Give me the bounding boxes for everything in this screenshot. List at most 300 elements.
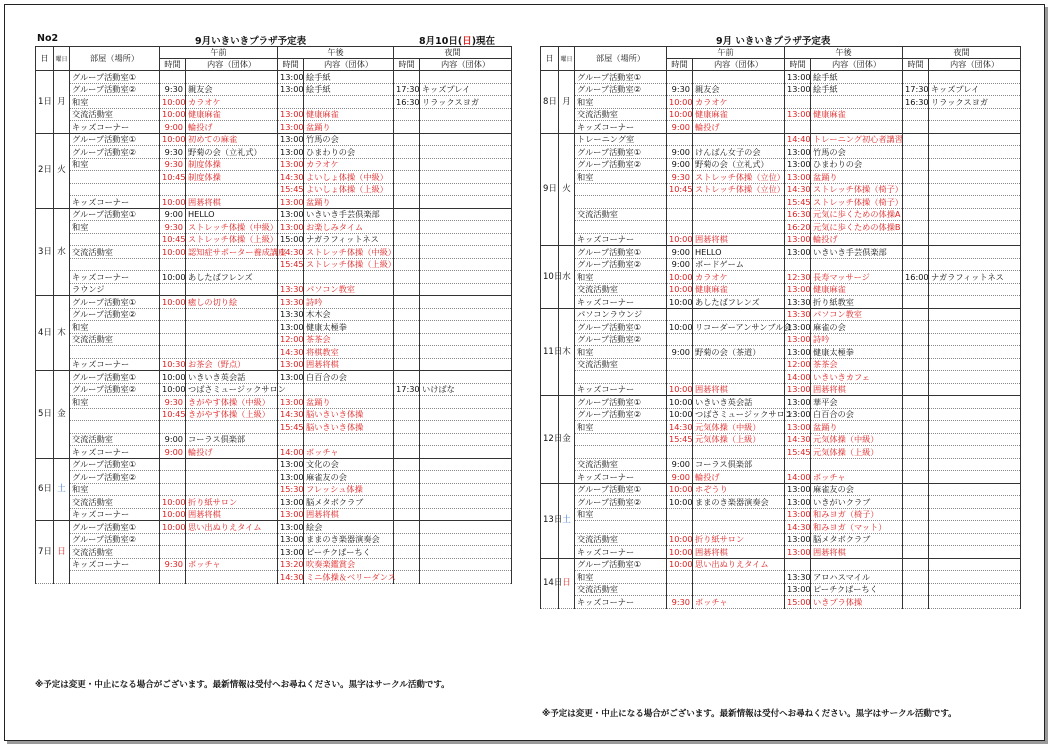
night-time-cell xyxy=(903,558,929,571)
pm-time-cell xyxy=(785,558,811,571)
am-content-cell: 健康麻雀 xyxy=(186,108,278,121)
weekday-cell: 木 xyxy=(559,308,575,396)
right-header xyxy=(540,32,1020,46)
night-time-cell: 16:30 xyxy=(394,96,420,109)
am-content-cell: つばさミュージックサロン xyxy=(186,383,278,396)
pm-content-cell xyxy=(304,96,394,109)
table-row xyxy=(36,108,512,121)
room-cell: グループ活動室① xyxy=(575,71,667,84)
am-content-cell: きがやす体操（中級） xyxy=(186,396,278,409)
header-am: 午前 xyxy=(667,47,785,59)
night-content-cell xyxy=(929,121,1021,134)
table-row xyxy=(541,383,1021,396)
weekday-cell: 金 xyxy=(54,371,70,459)
am-time-cell: 9:30 xyxy=(160,558,186,571)
pm-time-cell: 13:00 xyxy=(785,508,811,521)
night-time-cell xyxy=(903,421,929,434)
am-time-cell xyxy=(667,571,693,584)
am-content-cell: ボードゲーム xyxy=(693,258,785,271)
pm-content-cell: 絵手紙 xyxy=(811,71,903,84)
pm-content-cell xyxy=(304,383,394,396)
am-content-cell xyxy=(693,571,785,584)
night-content-cell xyxy=(420,408,512,421)
night-content-cell xyxy=(929,308,1021,321)
am-time-cell xyxy=(160,283,186,296)
pm-time-cell: 13:00 xyxy=(785,421,811,434)
table-row xyxy=(36,421,512,434)
pm-time-cell: 13:30 xyxy=(278,308,304,321)
am-time-cell xyxy=(667,358,693,371)
pm-content-cell: お楽しみタイム xyxy=(304,221,394,234)
night-time-cell xyxy=(394,108,420,121)
am-content-cell xyxy=(186,321,278,334)
am-content-cell xyxy=(186,308,278,321)
night-time-cell xyxy=(903,596,929,609)
pm-time-cell: 13:00 xyxy=(785,158,811,171)
night-content-cell xyxy=(420,333,512,346)
room-cell: 交流活動室 xyxy=(70,333,160,346)
pm-content-cell: 囲碁将棋 xyxy=(304,358,394,371)
night-time-cell xyxy=(903,396,929,409)
room-cell: キッズコーナー xyxy=(70,508,160,521)
pm-content-cell: 麻雀の会 xyxy=(811,321,903,334)
header-content: 内容（団体） xyxy=(693,59,785,71)
pm-content-cell: 元気体操（中級） xyxy=(811,433,903,446)
pm-content-cell xyxy=(304,271,394,284)
am-content-cell: 初めての麻雀 xyxy=(186,133,278,146)
night-time-cell xyxy=(903,121,929,134)
table-row xyxy=(541,421,1021,434)
night-content-cell xyxy=(420,271,512,284)
pm-time-cell: 14:30 xyxy=(278,346,304,359)
room-cell xyxy=(70,171,160,184)
night-content-cell xyxy=(420,483,512,496)
table-row xyxy=(36,133,512,146)
pm-content-cell: 健康太極拳 xyxy=(304,321,394,334)
pm-content-cell: ひまわりの会 xyxy=(811,158,903,171)
room-cell: グループ活動室① xyxy=(575,396,667,409)
am-time-cell xyxy=(160,71,186,84)
pm-time-cell: 13:00 xyxy=(785,583,811,596)
room-cell xyxy=(70,258,160,271)
night-content-cell xyxy=(420,321,512,334)
table-row xyxy=(541,446,1021,459)
weekday-cell: 日 xyxy=(559,558,575,608)
room-cell: 交流活動室 xyxy=(70,108,160,121)
room-cell: グループ活動室② xyxy=(70,471,160,484)
pm-time-cell xyxy=(785,258,811,271)
table-row xyxy=(36,396,512,409)
am-content-cell xyxy=(693,71,785,84)
night-content-cell xyxy=(420,183,512,196)
header-night: 夜間 xyxy=(394,47,512,59)
night-time-cell xyxy=(903,383,929,396)
pm-time-cell: 13:00 xyxy=(278,496,304,509)
table-row xyxy=(541,133,1021,146)
room-cell: グループ活動室② xyxy=(70,146,160,159)
night-content-cell xyxy=(929,283,1021,296)
pm-time-cell xyxy=(278,271,304,284)
am-time-cell xyxy=(667,521,693,534)
am-content-cell xyxy=(693,208,785,221)
night-time-cell xyxy=(903,521,929,534)
am-content-cell: ホぞうり xyxy=(693,483,785,496)
pm-time-cell: 13:00 xyxy=(785,83,811,96)
pm-content-cell: 白百合の会 xyxy=(811,408,903,421)
night-content-cell xyxy=(420,283,512,296)
table-row xyxy=(541,521,1021,534)
pm-time-cell: 14:40 xyxy=(785,133,811,146)
left-footnote: ※予定は変更・中止になる場合がございます。最新情報は受付へお尋ねください。黒字はサークル活動です。 xyxy=(35,680,450,690)
night-content-cell xyxy=(420,521,512,534)
night-time-cell xyxy=(394,296,420,309)
table-row xyxy=(541,271,1021,284)
pm-content-cell: よいしょ体操（上級） xyxy=(304,183,394,196)
pm-time-cell: 13:00 xyxy=(785,396,811,409)
room-cell: グループ活動室① xyxy=(575,321,667,334)
night-time-cell xyxy=(394,346,420,359)
room-cell: キッズコーナー xyxy=(70,196,160,209)
pm-time-cell: 15:30 xyxy=(278,483,304,496)
pm-content-cell: 脳メタボクラブ xyxy=(304,496,394,509)
pm-time-cell: 15:45 xyxy=(278,258,304,271)
pm-time-cell: 13:00 xyxy=(278,146,304,159)
pm-content-cell: トレーニング初心者講習 xyxy=(811,133,903,146)
pm-content-cell: 茶茶会 xyxy=(304,333,394,346)
room-cell: グループ活動室② xyxy=(70,83,160,96)
pm-time-cell: 13:00 xyxy=(785,108,811,121)
room-cell: 和室 xyxy=(575,171,667,184)
night-time-cell xyxy=(903,483,929,496)
room-cell: 和室 xyxy=(70,96,160,109)
am-time-cell: 10:45 xyxy=(160,408,186,421)
night-time-cell xyxy=(394,521,420,534)
pm-content-cell: 健康麻雀 xyxy=(304,108,394,121)
am-content-cell: 制度体操 xyxy=(186,158,278,171)
night-content-cell xyxy=(420,558,512,571)
room-cell: 和室 xyxy=(70,396,160,409)
pm-content-cell: ストレッチ体操（中級） xyxy=(304,246,394,259)
pm-time-cell: 13:00 xyxy=(278,196,304,209)
night-content-cell xyxy=(420,421,512,434)
header-time: 時間 xyxy=(278,59,304,71)
pm-time-cell: 13:00 xyxy=(785,171,811,184)
am-content-cell xyxy=(693,196,785,209)
pm-content-cell: 白百合の会 xyxy=(304,371,394,384)
night-content-cell xyxy=(420,296,512,309)
day-cell: 1日 xyxy=(36,71,54,134)
room-cell: 和室 xyxy=(70,221,160,234)
pm-content-cell: 和みヨガ（椅子） xyxy=(811,508,903,521)
night-content-cell xyxy=(929,571,1021,584)
room-cell: キッズコーナー xyxy=(575,546,667,559)
am-time-cell xyxy=(160,458,186,471)
pm-content-cell: カラオケ xyxy=(304,158,394,171)
pm-time-cell: 14:00 xyxy=(785,371,811,384)
am-time-cell: 9:30 xyxy=(160,221,186,234)
am-time-cell xyxy=(160,421,186,434)
table-row xyxy=(541,196,1021,209)
day-cell: 9日 xyxy=(541,133,559,246)
am-time-cell xyxy=(160,346,186,359)
room-cell: グループ活動室① xyxy=(70,296,160,309)
pm-content-cell: 吹奏楽鑑賞会 xyxy=(304,558,394,571)
am-time-cell xyxy=(160,571,186,584)
pm-time-cell: 13:00 xyxy=(278,133,304,146)
left-title: 9月いきいきプラザ予定表 xyxy=(195,36,307,47)
night-time-cell xyxy=(394,321,420,334)
am-content-cell: 野菊の会（立礼式） xyxy=(693,158,785,171)
am-content-cell xyxy=(186,71,278,84)
header-weekday: 曜日 xyxy=(559,47,575,71)
night-content-cell xyxy=(420,196,512,209)
pm-content-cell: ボッチャ xyxy=(811,471,903,484)
am-content-cell: 折り紙サロン xyxy=(186,496,278,509)
night-time-cell xyxy=(903,196,929,209)
table-row xyxy=(36,71,512,84)
pm-time-cell: 13:00 xyxy=(278,458,304,471)
am-time-cell: 9:00 xyxy=(160,446,186,459)
am-time-cell: 9:00 xyxy=(667,258,693,271)
night-content-cell xyxy=(929,558,1021,571)
pm-time-cell: 14:30 xyxy=(278,571,304,584)
pm-content-cell: 詩吟 xyxy=(811,333,903,346)
night-content-cell xyxy=(420,371,512,384)
night-content-cell xyxy=(420,571,512,584)
table-row xyxy=(36,321,512,334)
pm-content-cell xyxy=(811,121,903,134)
am-content-cell: お茶会（野点） xyxy=(186,358,278,371)
night-content-cell xyxy=(929,583,1021,596)
weekday-cell: 水 xyxy=(559,246,575,309)
night-content-cell xyxy=(929,371,1021,384)
table-row xyxy=(541,583,1021,596)
table-row xyxy=(541,333,1021,346)
am-content-cell xyxy=(186,346,278,359)
pm-time-cell: 13:00 xyxy=(785,246,811,259)
room-cell: グループ活動室② xyxy=(575,333,667,346)
night-content-cell xyxy=(929,521,1021,534)
room-cell: パソコンラウンジ xyxy=(575,308,667,321)
am-content-cell: 制度体操 xyxy=(186,171,278,184)
am-content-cell: コーラス倶楽部 xyxy=(693,458,785,471)
pm-time-cell: 12:00 xyxy=(785,358,811,371)
am-time-cell: 10:00 xyxy=(160,108,186,121)
night-time-cell xyxy=(903,146,929,159)
am-time-cell: 9:30 xyxy=(160,146,186,159)
night-content-cell: ナガラフィットネス xyxy=(929,271,1021,284)
day-cell: 8日 xyxy=(541,71,559,134)
pm-content-cell: 健康麻雀 xyxy=(811,108,903,121)
night-time-cell xyxy=(394,146,420,159)
night-time-cell xyxy=(903,333,929,346)
night-content-cell: キッズプレイ xyxy=(929,83,1021,96)
am-time-cell xyxy=(667,221,693,234)
night-content-cell: リラックスヨガ xyxy=(420,96,512,109)
header-night: 夜間 xyxy=(903,47,1021,59)
table-row xyxy=(36,121,512,134)
am-content-cell: 野菊の会（茶道） xyxy=(693,346,785,359)
table-row xyxy=(36,546,512,559)
night-time-cell: 17:30 xyxy=(394,83,420,96)
night-content-cell xyxy=(420,533,512,546)
night-content-cell xyxy=(929,221,1021,234)
table-row xyxy=(36,383,512,396)
night-time-cell xyxy=(903,158,929,171)
am-time-cell xyxy=(667,508,693,521)
table-row xyxy=(36,308,512,321)
night-content-cell xyxy=(420,471,512,484)
pm-content-cell: よいしょ体操（中級） xyxy=(304,171,394,184)
night-content-cell xyxy=(929,146,1021,159)
room-cell: グループ活動室① xyxy=(70,208,160,221)
am-content-cell xyxy=(693,446,785,459)
pm-content-cell: ひまわりの会 xyxy=(304,146,394,159)
room-cell: 交流活動室 xyxy=(575,283,667,296)
table-row xyxy=(541,396,1021,409)
am-content-cell: カラオケ xyxy=(693,96,785,109)
room-cell: グループ活動室② xyxy=(70,533,160,546)
am-content-cell: ままのき楽器演奏会 xyxy=(693,496,785,509)
am-time-cell: 14:30 xyxy=(667,421,693,434)
table-row xyxy=(36,408,512,421)
room-cell: 和室 xyxy=(575,271,667,284)
night-time-cell xyxy=(394,221,420,234)
room-cell: 交流活動室 xyxy=(575,208,667,221)
room-cell xyxy=(70,233,160,246)
pm-content-cell: 健康麻雀 xyxy=(811,283,903,296)
night-time-cell xyxy=(903,358,929,371)
night-content-cell xyxy=(929,421,1021,434)
room-cell: グループ活動室① xyxy=(70,458,160,471)
night-content-cell xyxy=(420,133,512,146)
night-content-cell xyxy=(929,508,1021,521)
night-time-cell xyxy=(394,446,420,459)
am-time-cell xyxy=(160,483,186,496)
pm-content-cell: 絵手紙 xyxy=(304,83,394,96)
night-time-cell xyxy=(394,208,420,221)
pm-time-cell: 13:00 xyxy=(785,346,811,359)
header-am: 午前 xyxy=(160,47,278,59)
am-time-cell: 10:00 xyxy=(160,508,186,521)
table-row xyxy=(36,196,512,209)
pm-time-cell: 13:00 xyxy=(785,321,811,334)
night-time-cell xyxy=(394,558,420,571)
pm-content-cell: パソコン教室 xyxy=(304,283,394,296)
pm-content-cell: 竹馬の会 xyxy=(304,133,394,146)
night-content-cell xyxy=(929,258,1021,271)
pm-content-cell: ストレッチ体操（上級） xyxy=(304,258,394,271)
am-time-cell: 10:45 xyxy=(160,171,186,184)
pm-content-cell: いきいき手芸倶楽部 xyxy=(811,246,903,259)
pm-content-cell: 絵会 xyxy=(304,521,394,534)
pm-time-cell xyxy=(278,433,304,446)
am-time-cell: 10:00 xyxy=(160,296,186,309)
room-cell xyxy=(70,183,160,196)
table-row xyxy=(36,446,512,459)
right-footnote: ※予定は変更・中止になる場合がございます。最新情報は受付へお尋ねください。黒字はサークル活動です。 xyxy=(542,709,957,719)
am-content-cell: 健康麻雀 xyxy=(693,283,785,296)
table-row xyxy=(541,371,1021,384)
room-cell: グループ活動室② xyxy=(70,308,160,321)
am-time-cell: 10:00 xyxy=(667,296,693,309)
night-content-cell xyxy=(929,196,1021,209)
right-title: 9月 いきいきプラザ予定表 xyxy=(716,36,831,47)
night-content-cell xyxy=(420,308,512,321)
table-row xyxy=(36,283,512,296)
am-content-cell: 折り紙サロン xyxy=(693,533,785,546)
weekday-cell: 土 xyxy=(559,483,575,558)
am-time-cell: 10:00 xyxy=(667,321,693,334)
room-cell: グループ活動室① xyxy=(70,71,160,84)
table-row xyxy=(541,233,1021,246)
night-content-cell xyxy=(929,496,1021,509)
night-time-cell xyxy=(903,408,929,421)
am-content-cell: カラオケ xyxy=(186,96,278,109)
room-cell xyxy=(70,421,160,434)
header-content: 内容（団体） xyxy=(420,59,512,71)
am-time-cell: 9:00 xyxy=(160,121,186,134)
room-cell: グループ活動室① xyxy=(575,558,667,571)
night-content-cell xyxy=(420,346,512,359)
room-cell: グループ活動室① xyxy=(575,483,667,496)
room-cell: グループ活動室② xyxy=(575,258,667,271)
header-time: 時間 xyxy=(160,59,186,71)
pm-time-cell: 14:30 xyxy=(785,433,811,446)
night-time-cell xyxy=(903,183,929,196)
night-time-cell xyxy=(394,158,420,171)
am-content-cell: 輪投げ xyxy=(186,121,278,134)
night-time-cell xyxy=(903,283,929,296)
room-cell: キッズコーナー xyxy=(70,358,160,371)
am-time-cell: 10:00 xyxy=(667,546,693,559)
am-time-cell: 9:30 xyxy=(160,158,186,171)
night-content-cell xyxy=(929,208,1021,221)
pm-time-cell: 14:30 xyxy=(785,521,811,534)
room-cell: グループ活動室② xyxy=(575,496,667,509)
day-cell: 12日 xyxy=(541,396,559,484)
right-schedule-page xyxy=(540,32,1020,719)
am-content-cell xyxy=(186,533,278,546)
am-content-cell xyxy=(186,571,278,584)
night-content-cell xyxy=(929,346,1021,359)
night-time-cell xyxy=(903,258,929,271)
night-content-cell xyxy=(929,71,1021,84)
night-time-cell: 17:30 xyxy=(903,83,929,96)
pm-content-cell: いきいきカフェ xyxy=(811,371,903,384)
header-pm: 午後 xyxy=(785,47,903,59)
night-time-cell xyxy=(903,433,929,446)
table-row xyxy=(541,571,1021,584)
night-content-cell xyxy=(420,71,512,84)
night-time-cell xyxy=(394,196,420,209)
pm-content-cell: 囲碁将棋 xyxy=(811,546,903,559)
header-content: 内容（団体） xyxy=(186,59,278,71)
night-time-cell xyxy=(903,571,929,584)
night-content-cell xyxy=(420,546,512,559)
page-frame xyxy=(4,4,1045,741)
room-cell: 交流活動室 xyxy=(575,108,667,121)
table-row xyxy=(541,308,1021,321)
pm-content-cell: 元気体操（上級） xyxy=(811,446,903,459)
room-cell xyxy=(575,183,667,196)
night-content-cell xyxy=(929,358,1021,371)
table-row xyxy=(36,146,512,159)
am-time-cell: 10:00 xyxy=(160,196,186,209)
night-content-cell xyxy=(929,396,1021,409)
left-schedule-page xyxy=(35,32,511,690)
as-of-date: 8月10日(日)現在 xyxy=(419,36,496,47)
